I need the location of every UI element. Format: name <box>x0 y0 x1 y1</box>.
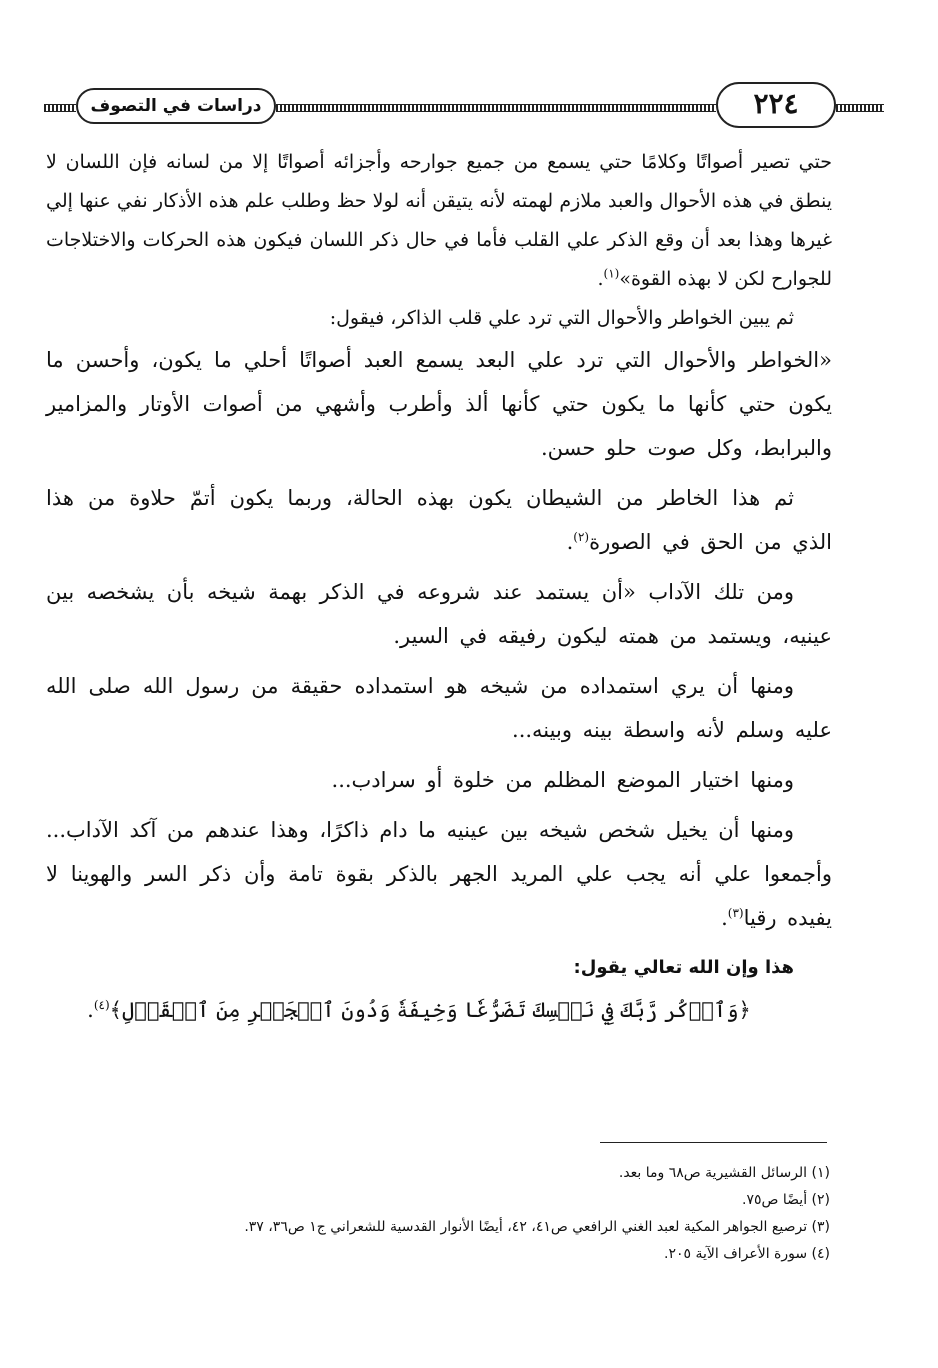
footnotes <box>90 1160 830 1268</box>
header-ornament-rule <box>44 104 76 112</box>
header-ornament-rule <box>276 104 716 112</box>
quran-verse: ﴿وَٱذۡكُر رَّبَّكَ فِي نَفۡسِكَ تَضَرُّعٗا وَخِيفَةٗ وَدُونَ ٱلۡجَهۡرِ مِنَ ٱلۡقَوۡلِ﴾$^{(٤)}$. <box>87 998 751 1022</box>
footnote: (١) الرسائل القشيرية ص٦٨ وما بعد. <box>618 1165 830 1181</box>
footnote: (٣) ترصيع الجواهر المكية لعبد الغني الرافعي ص٤١، ٤٢، أيضًا الأنوار القدسية للشعراني ج١ ص٣٦، ٣٧. <box>244 1219 830 1235</box>
page-number: ٢٢٤ <box>716 82 836 128</box>
paragraph: ومنها أن يخيل شخص شيخه بين عينيه ما دام ذاكرًا، وهذا عندهم من آكد الآداب... وأجمعوا علي أنه يجب علي المريد الجهر بالذكر بقوة تامة وأن ذكر السر والهوينا لا يفيده رقيا$^{(٣)}$. <box>46 818 832 930</box>
page-header <box>44 82 884 132</box>
footnote: (٤) سورة الأعراف الآية ٢٠٥. <box>664 1246 830 1262</box>
running-title: دراسات في التصوف <box>76 88 276 124</box>
paragraph: ثم يبين الخواطر والأحوال التي ترد علي قلب الذاكر، فيقول: <box>329 307 794 329</box>
footnote-ref[interactable]: (٣) <box>727 906 744 920</box>
paragraph: ومنها اختيار الموضع المظلم من خلوة أو سرادب... <box>331 768 794 792</box>
footnote-ref[interactable]: (١) <box>603 266 620 281</box>
footnote-ref[interactable]: (٢) <box>573 530 590 544</box>
footnote-separator <box>600 1142 827 1143</box>
paragraph: ثم هذا الخاطر من الشيطان يكون بهذه الحالة، وربما يكون أتمّ حلاوة من هذا الذي من الحق في الصورة$^{(٢)}$. <box>46 486 832 554</box>
footnote-ref[interactable]: (٤) <box>93 998 110 1012</box>
paragraph: ومنها أن يري استمداده من شيخه هو استمداده حقيقة من رسول الله صلى الله عليه وسلم لأنه واسطة بينه وبينه... <box>46 674 832 742</box>
footnote: (٢) أيضًا ص٧٥. <box>742 1192 830 1208</box>
lead-in-heading: هذا وإن الله تعالي يقول: <box>573 957 794 978</box>
header-ornament-rule <box>836 104 884 112</box>
paragraph: حتي تصير أصواتًا وكلامًا حتي يسمع من جميع جوارحه وأجزائه أصواتًا إلا من لسانه فإن اللسان لا ينطق في هذه الأحوال والعبد ملازم لهمته لأنه يتيقن أنه لولا حظ وطلب علم هذه الأذكار نفي عنها إلي غيرها وهذا بعد أن وقع الذكر علي القلب فأما في حال ذكر اللسان فيكون هذه الحركات والاختلاجات للجوارح لكن لا بهذه القوة»$^{(١)}$. <box>46 151 832 290</box>
quoted-paragraph: «الخواطر والأحوال التي ترد علي البعد يسمع العبد أصواتًا أحلي ما يكون، وأحسن ما يكون حتي كأنها ما يكون حتي كأنها ألذ وأطرب وأشهي من أصوات الأوتار والمزامير والبرابط، وكل صوت حلو حسن. <box>46 348 832 460</box>
main-text <box>46 143 832 1031</box>
paragraph: ومن تلك الآداب «أن يستمد عند شروعه في الذكر بهمة شيخه بأن يشخصه بين عينيه، ويستمد من همته ليكون رفيقه في السير. <box>46 580 832 648</box>
